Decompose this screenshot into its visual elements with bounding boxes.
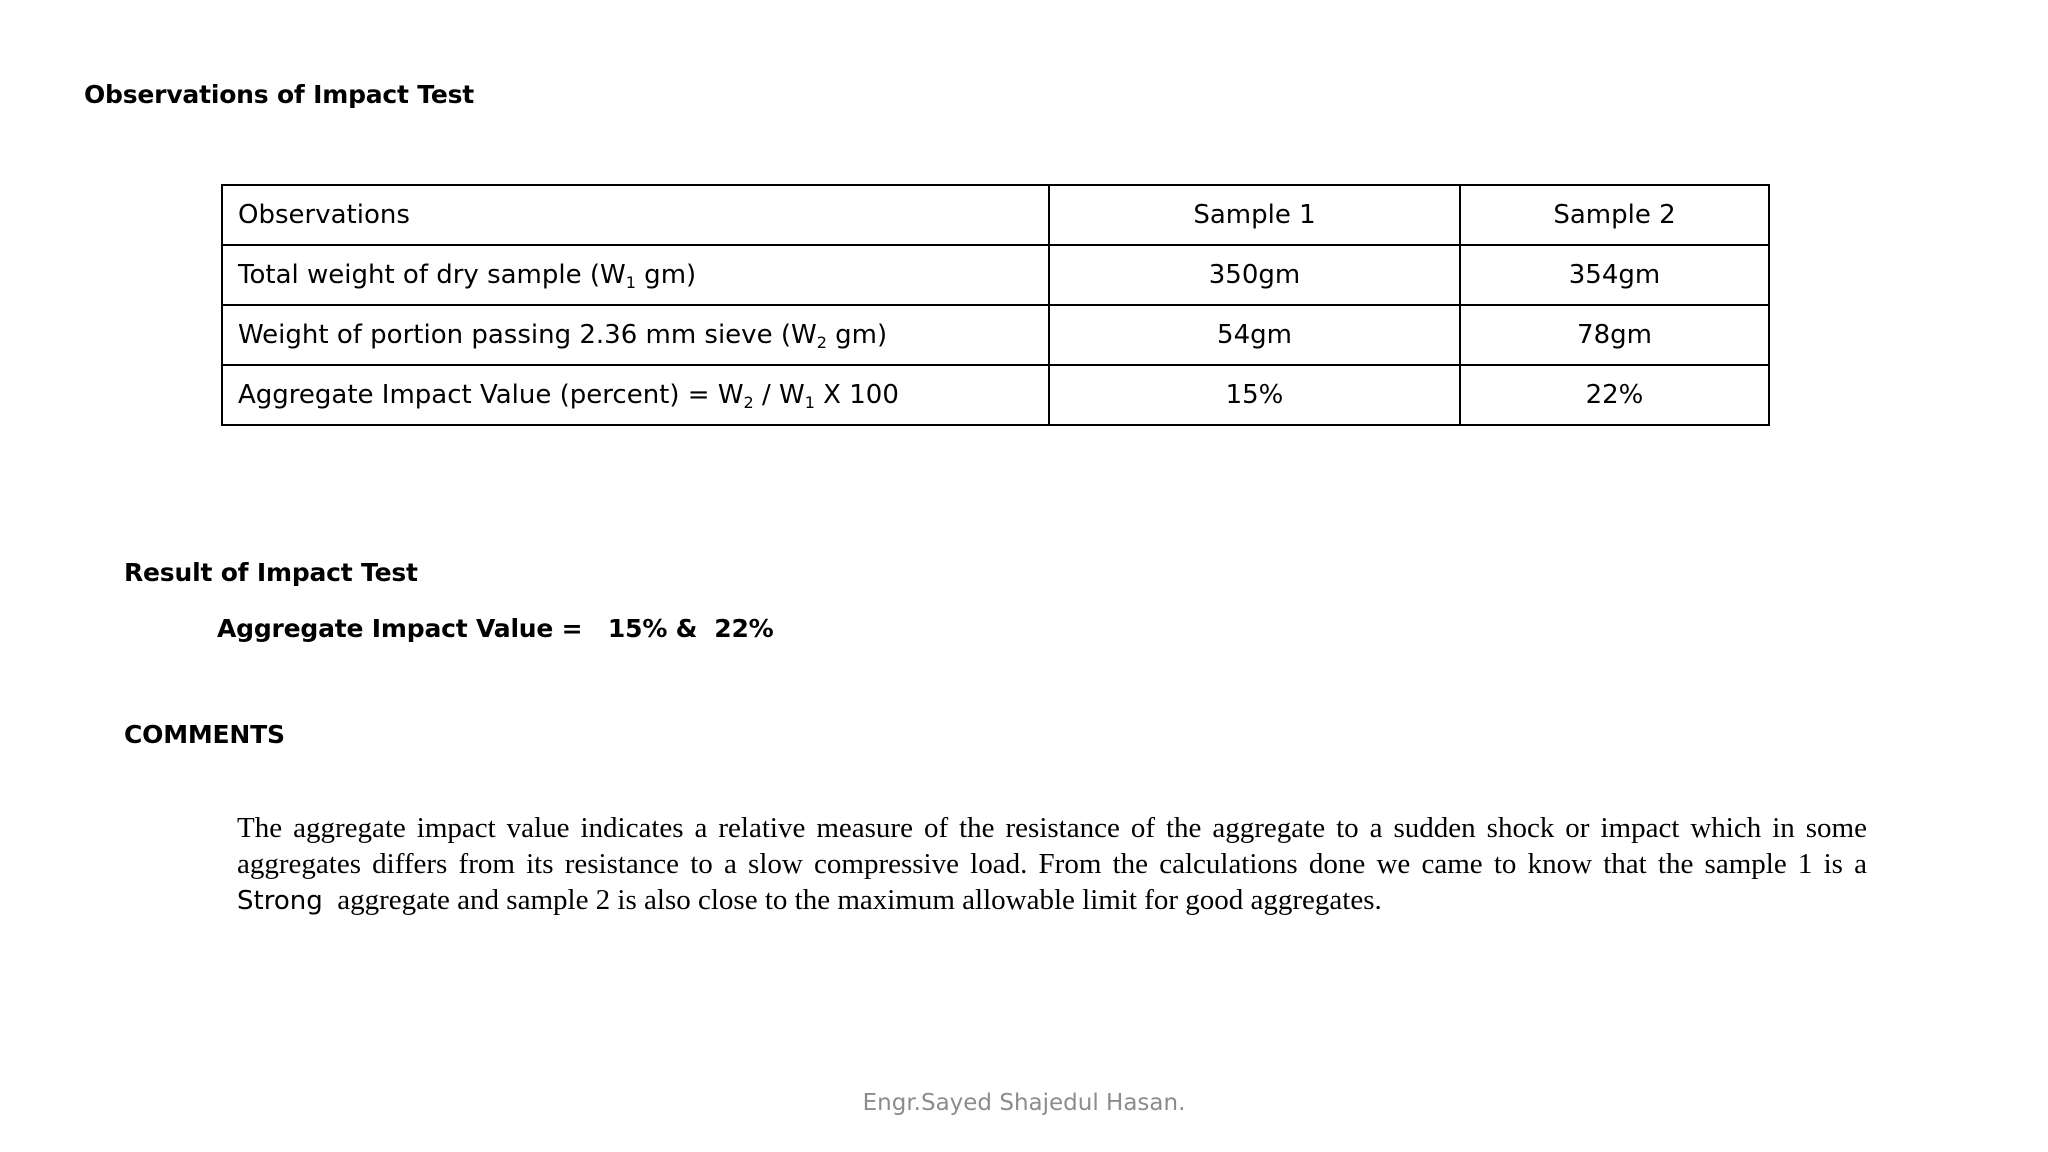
label-text: Aggregate Impact Value (percent) = W: [238, 380, 744, 410]
row-label-impact-value: [222, 365, 1049, 425]
comments-text: aggregate and sample 2 is also close to the maximum allowable limit for good aggregates.: [322, 884, 1382, 916]
comments-text: The aggregate impact value indicates a relative measure of the resistance of the aggregate to a sudden shock or impact which in some aggregates differs from its resistance to a slow compressive load. From the calculations done we came to know that the sample 1 is a: [237, 812, 1867, 880]
header-observations: Observations: [222, 185, 1049, 245]
result-value-line: Aggregate Impact Value = 15% & 22%: [217, 614, 774, 643]
sample-2-value: 78gm: [1460, 305, 1769, 365]
label-text: / W: [753, 380, 805, 410]
header-sample-2: Sample 2: [1460, 185, 1769, 245]
comments-strong-word: Strong: [237, 886, 323, 916]
subscript: 2: [743, 393, 754, 412]
label-text: X 100: [814, 380, 899, 410]
result-heading: Result of Impact Test: [124, 558, 418, 587]
header-sample-1: Sample 1: [1049, 185, 1460, 245]
sample-1-value: 15%: [1049, 365, 1460, 425]
observations-table: [221, 184, 1770, 426]
sample-1-value: 350gm: [1049, 245, 1460, 305]
observations-heading: Observations of Impact Test: [84, 80, 475, 109]
label-text: Total weight of dry sample (W: [238, 260, 626, 290]
sample-1-value: 54gm: [1049, 305, 1460, 365]
row-label-total-weight: [222, 245, 1049, 305]
label-text: gm): [635, 260, 697, 290]
table-row: [222, 245, 1769, 305]
table-row: [222, 305, 1769, 365]
sample-2-value: 22%: [1460, 365, 1769, 425]
label-text: Weight of portion passing 2.36 mm sieve (W: [238, 320, 817, 350]
label-text: gm): [826, 320, 888, 350]
table-row: [222, 365, 1769, 425]
comments-paragraph: [237, 810, 1867, 919]
comments-heading: COMMENTS: [124, 720, 285, 749]
subscript: 1: [804, 393, 815, 412]
subscript: 1: [625, 273, 636, 292]
table-header-row: [222, 185, 1769, 245]
subscript: 2: [816, 333, 827, 352]
sample-2-value: 354gm: [1460, 245, 1769, 305]
footer-author: Engr.Sayed Shajedul Hasan.: [862, 1090, 1186, 1116]
row-label-passing-weight: [222, 305, 1049, 365]
